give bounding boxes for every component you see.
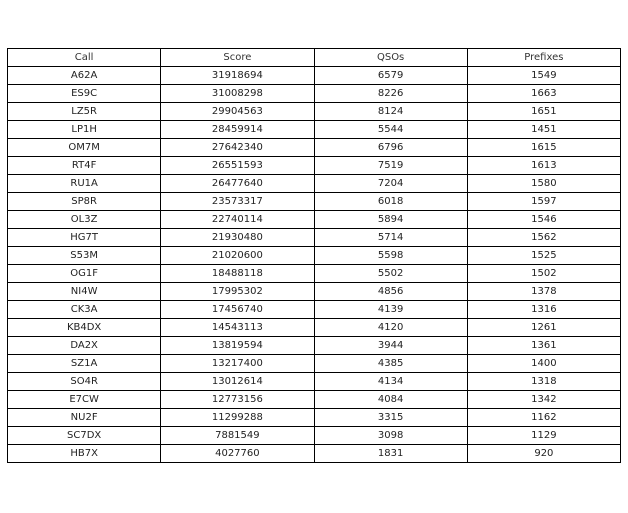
contest-results-table <box>7 48 621 463</box>
qsos-cell: 6018 <box>314 193 467 211</box>
table-row <box>8 121 621 139</box>
call-cell: HG7T <box>8 229 161 247</box>
prefixes-cell: 1615 <box>467 139 620 157</box>
call-cell: LZ5R <box>8 103 161 121</box>
table-row <box>8 103 621 121</box>
table-row <box>8 85 621 103</box>
table-row <box>8 373 621 391</box>
score-cell: 11299288 <box>161 409 314 427</box>
qsos-cell: 3944 <box>314 337 467 355</box>
call-cell: LP1H <box>8 121 161 139</box>
prefixes-cell: 1451 <box>467 121 620 139</box>
score-cell: 26477640 <box>161 175 314 193</box>
table-row <box>8 283 621 301</box>
qsos-cell: 6796 <box>314 139 467 157</box>
score-cell: 29904563 <box>161 103 314 121</box>
score-cell: 18488118 <box>161 265 314 283</box>
score-cell: 4027760 <box>161 445 314 463</box>
qsos-cell: 4856 <box>314 283 467 301</box>
score-cell: 31008298 <box>161 85 314 103</box>
table-row <box>8 301 621 319</box>
call-cell: A62A <box>8 67 161 85</box>
call-cell: OL3Z <box>8 211 161 229</box>
qsos-cell: 7519 <box>314 157 467 175</box>
table-row <box>8 409 621 427</box>
qsos-cell: 6579 <box>314 67 467 85</box>
table-row <box>8 211 621 229</box>
score-cell: 13217400 <box>161 355 314 373</box>
score-cell: 14543113 <box>161 319 314 337</box>
column-header-call: Call <box>8 49 161 67</box>
score-cell: 28459914 <box>161 121 314 139</box>
table-row <box>8 247 621 265</box>
call-cell: NI4W <box>8 283 161 301</box>
qsos-cell: 4120 <box>314 319 467 337</box>
qsos-cell: 1831 <box>314 445 467 463</box>
prefixes-cell: 1651 <box>467 103 620 121</box>
table-row <box>8 445 621 463</box>
qsos-cell: 4134 <box>314 373 467 391</box>
prefixes-cell: 1525 <box>467 247 620 265</box>
prefixes-cell: 1318 <box>467 373 620 391</box>
table-row <box>8 265 621 283</box>
qsos-cell: 5714 <box>314 229 467 247</box>
qsos-cell: 8124 <box>314 103 467 121</box>
call-cell: KB4DX <box>8 319 161 337</box>
call-cell: DA2X <box>8 337 161 355</box>
column-header-prefixes: Prefixes <box>467 49 620 67</box>
score-cell: 22740114 <box>161 211 314 229</box>
score-cell: 27642340 <box>161 139 314 157</box>
prefixes-cell: 1361 <box>467 337 620 355</box>
qsos-cell: 5502 <box>314 265 467 283</box>
score-cell: 31918694 <box>161 67 314 85</box>
qsos-cell: 5894 <box>314 211 467 229</box>
qsos-cell: 7204 <box>314 175 467 193</box>
table-row <box>8 229 621 247</box>
prefixes-cell: 920 <box>467 445 620 463</box>
call-cell: OM7M <box>8 139 161 157</box>
qsos-cell: 4385 <box>314 355 467 373</box>
score-cell: 21020600 <box>161 247 314 265</box>
score-cell: 13012614 <box>161 373 314 391</box>
score-cell: 12773156 <box>161 391 314 409</box>
qsos-cell: 4084 <box>314 391 467 409</box>
call-cell: S53M <box>8 247 161 265</box>
table-row <box>8 193 621 211</box>
prefixes-cell: 1597 <box>467 193 620 211</box>
score-cell: 7881549 <box>161 427 314 445</box>
call-cell: HB7X <box>8 445 161 463</box>
prefixes-cell: 1549 <box>467 67 620 85</box>
table-body <box>8 67 621 463</box>
call-cell: SP8R <box>8 193 161 211</box>
call-cell: SO4R <box>8 373 161 391</box>
qsos-cell: 8226 <box>314 85 467 103</box>
call-cell: SC7DX <box>8 427 161 445</box>
score-cell: 17995302 <box>161 283 314 301</box>
prefixes-cell: 1502 <box>467 265 620 283</box>
table-row <box>8 319 621 337</box>
qsos-cell: 5544 <box>314 121 467 139</box>
table-row <box>8 337 621 355</box>
table-row <box>8 355 621 373</box>
column-header-qsos: QSOs <box>314 49 467 67</box>
qsos-cell: 3315 <box>314 409 467 427</box>
call-cell: NU2F <box>8 409 161 427</box>
call-cell: OG1F <box>8 265 161 283</box>
score-cell: 23573317 <box>161 193 314 211</box>
prefixes-cell: 1342 <box>467 391 620 409</box>
prefixes-cell: 1378 <box>467 283 620 301</box>
header-row <box>8 49 621 67</box>
score-cell: 13819594 <box>161 337 314 355</box>
table-row <box>8 157 621 175</box>
table-row <box>8 139 621 157</box>
score-cell: 21930480 <box>161 229 314 247</box>
prefixes-cell: 1400 <box>467 355 620 373</box>
score-cell: 17456740 <box>161 301 314 319</box>
qsos-cell: 3098 <box>314 427 467 445</box>
table-row <box>8 427 621 445</box>
call-cell: SZ1A <box>8 355 161 373</box>
table-row <box>8 175 621 193</box>
score-cell: 26551593 <box>161 157 314 175</box>
call-cell: E7CW <box>8 391 161 409</box>
prefixes-cell: 1580 <box>467 175 620 193</box>
prefixes-cell: 1162 <box>467 409 620 427</box>
call-cell: RT4F <box>8 157 161 175</box>
call-cell: CK3A <box>8 301 161 319</box>
call-cell: RU1A <box>8 175 161 193</box>
prefixes-cell: 1546 <box>467 211 620 229</box>
table-row <box>8 67 621 85</box>
prefixes-cell: 1613 <box>467 157 620 175</box>
prefixes-cell: 1562 <box>467 229 620 247</box>
call-cell: ES9C <box>8 85 161 103</box>
qsos-cell: 4139 <box>314 301 467 319</box>
prefixes-cell: 1316 <box>467 301 620 319</box>
table-row <box>8 391 621 409</box>
prefixes-cell: 1663 <box>467 85 620 103</box>
prefixes-cell: 1129 <box>467 427 620 445</box>
column-header-score: Score <box>161 49 314 67</box>
qsos-cell: 5598 <box>314 247 467 265</box>
prefixes-cell: 1261 <box>467 319 620 337</box>
